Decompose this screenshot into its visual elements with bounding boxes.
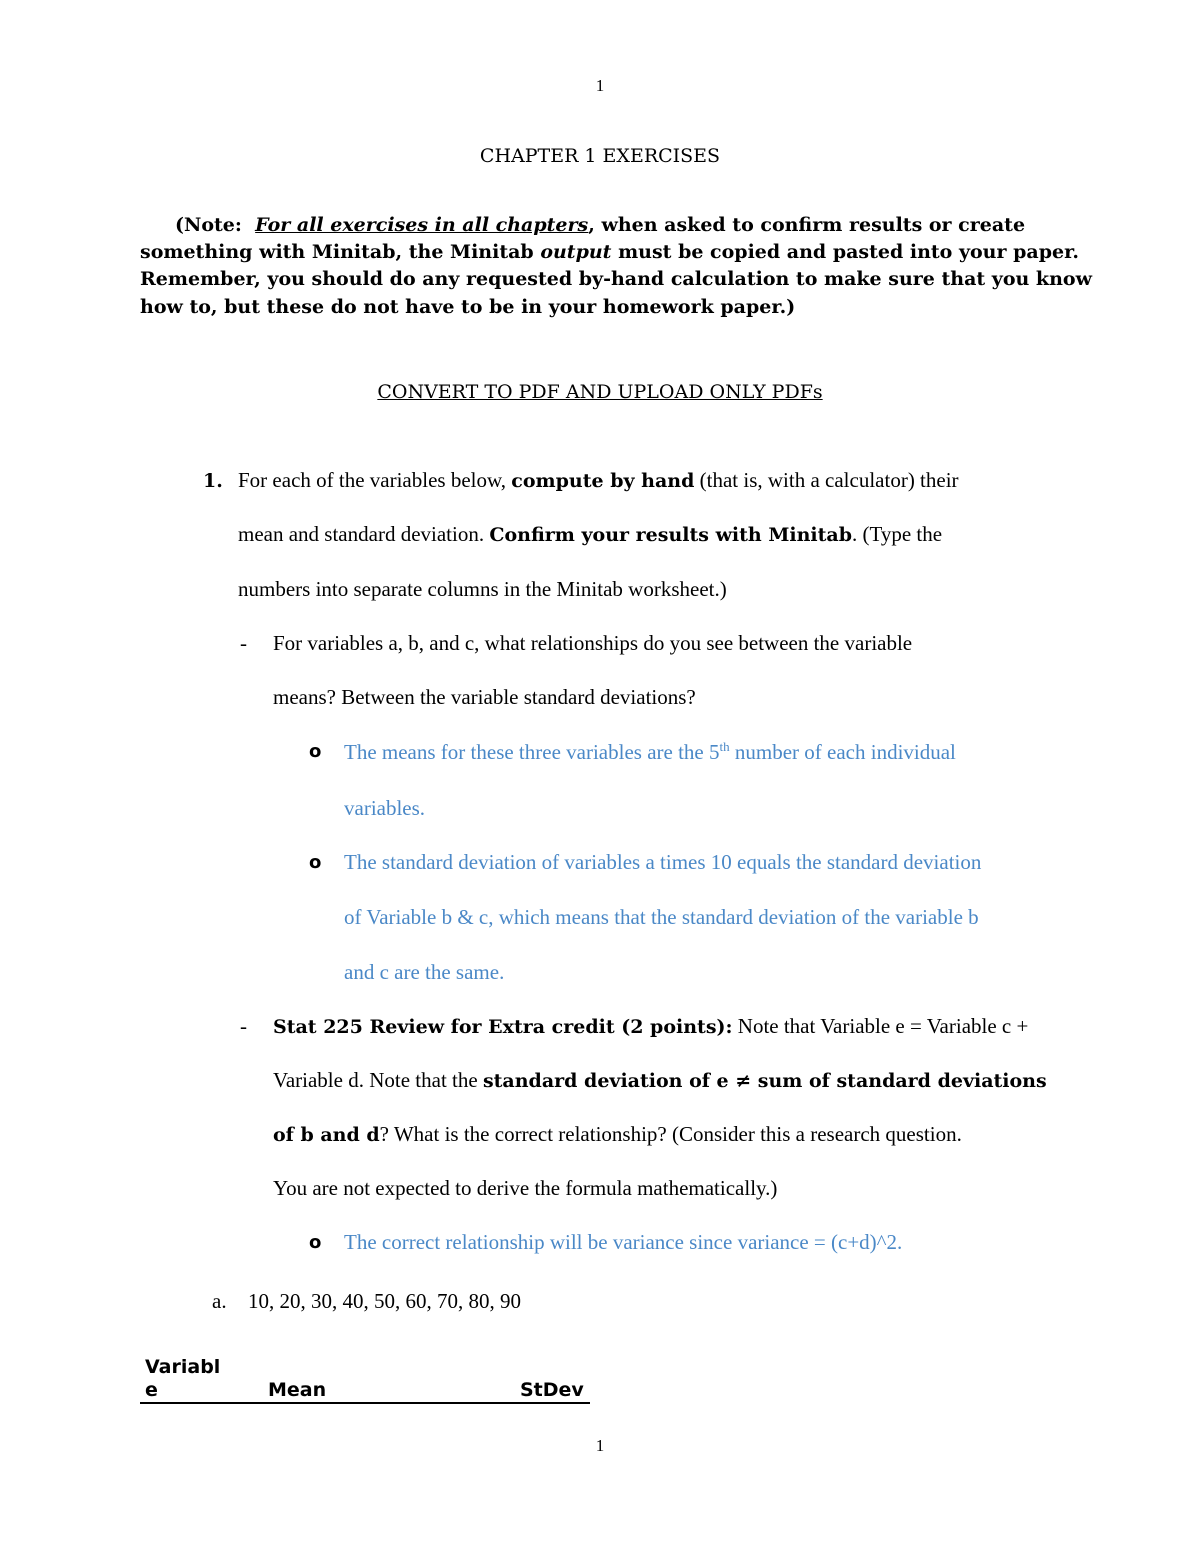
question1-line-2: means? Between the variable standard deviations? xyxy=(273,685,696,709)
note-open: (Note: xyxy=(175,214,242,236)
note-line-1 xyxy=(175,214,1025,236)
note-line-2 xyxy=(140,241,1079,263)
table-col-stdev: StDev xyxy=(520,1379,584,1401)
question2-line-4: You are not expected to derive the formula mathematically.) xyxy=(273,1176,778,1200)
answer1-sup: th xyxy=(719,739,730,754)
part-a-label: a. xyxy=(212,1289,227,1313)
table-col-mean: Mean xyxy=(268,1379,327,1401)
exercise-number-label: 1. xyxy=(203,470,223,492)
exercise-number xyxy=(203,468,223,493)
answer1-line-2: variables. xyxy=(344,796,426,820)
note-line1-rest: , when asked to confirm results or create xyxy=(588,214,1026,236)
answer1-l1-b: number of each individual xyxy=(729,740,956,764)
note-line2-emph: output xyxy=(540,241,612,263)
exercise1-l1-a: For each of the variables below, xyxy=(238,468,512,492)
note-line-4: how to, but these do not have to be in your homework paper.) xyxy=(140,296,796,318)
question2-l3-b: ? What is the correct relationship? (Consider this a research question. xyxy=(379,1122,962,1146)
exercise1-line-1 xyxy=(238,468,959,493)
question1-line-1: For variables a, b, and c, what relationships do you see between the variable xyxy=(273,631,913,655)
answer2-line-2: of Variable b & c, which means that the standard deviation of the variable b xyxy=(344,905,979,929)
answer1-line-1 xyxy=(344,739,956,765)
table-col-variable-line2: e xyxy=(145,1379,158,1401)
table-col-variable-line1: Variabl xyxy=(145,1356,221,1378)
part-a-values: 10, 20, 30, 40, 50, 60, 70, 80, 90 xyxy=(248,1289,521,1313)
exercise1-line-3: numbers into separate columns in the Minitab worksheet.) xyxy=(238,577,727,601)
exercise1-l2-c: . (Type the xyxy=(852,522,943,546)
question2-l1-b: Note that Variable e = Variable c + xyxy=(732,1014,1029,1038)
question2-line-1 xyxy=(273,1014,1028,1039)
question2-l1-a: Stat 225 Review for Extra credit (2 points): xyxy=(273,1016,733,1038)
question2-l2-b: standard deviation of e ≠ sum of standard deviations xyxy=(482,1070,1047,1092)
question2-l3-a: of b and d xyxy=(273,1124,380,1146)
exercise1-line-2 xyxy=(238,522,942,547)
answer3-bullet: o xyxy=(309,1232,322,1253)
answer2-line-3: and c are the same. xyxy=(344,960,505,984)
answer1-l1-a: The means for these three variables are the 5 xyxy=(344,740,720,764)
question2-line-2 xyxy=(273,1068,1047,1093)
answer2-line-1: The standard deviation of variables a times 10 equals the standard deviation xyxy=(344,850,982,874)
question2-line-3 xyxy=(273,1122,962,1147)
question2-dash: - xyxy=(240,1014,247,1038)
exercise1-l1-b: compute by hand xyxy=(511,470,695,492)
answer3-line: The correct relationship will be variance since variance = (c+d)^2. xyxy=(344,1230,903,1254)
page-header-number: 1 xyxy=(595,76,605,95)
exercise1-l2-a: mean and standard deviation. xyxy=(238,522,490,546)
question2-l2-a: Variable d. Note that the xyxy=(273,1068,483,1092)
note-line-3: Remember, you should do any requested by-hand calculation to make sure that you know xyxy=(140,268,1092,290)
note-line2-b: must be copied and pasted into your paper. xyxy=(611,241,1079,263)
exercise1-l1-c: (that is, with a calculator) their xyxy=(694,468,959,492)
answer1-bullet: o xyxy=(309,741,322,762)
exercise1-l2-b: Confirm your results with Minitab xyxy=(489,524,852,546)
answer2-bullet: o xyxy=(309,852,322,873)
page-footer-number: 1 xyxy=(595,1436,605,1455)
note-emphasis: For all exercises in all chapters xyxy=(255,214,589,236)
note-line2-a: something with Minitab, the Minitab xyxy=(140,241,541,263)
page-title: CHAPTER 1 EXERCISES xyxy=(479,145,721,167)
question1-dash: - xyxy=(240,631,247,655)
table-header-rule xyxy=(140,1402,590,1404)
convert-notice: CONVERT TO PDF AND UPLOAD ONLY PDFs xyxy=(377,381,823,403)
